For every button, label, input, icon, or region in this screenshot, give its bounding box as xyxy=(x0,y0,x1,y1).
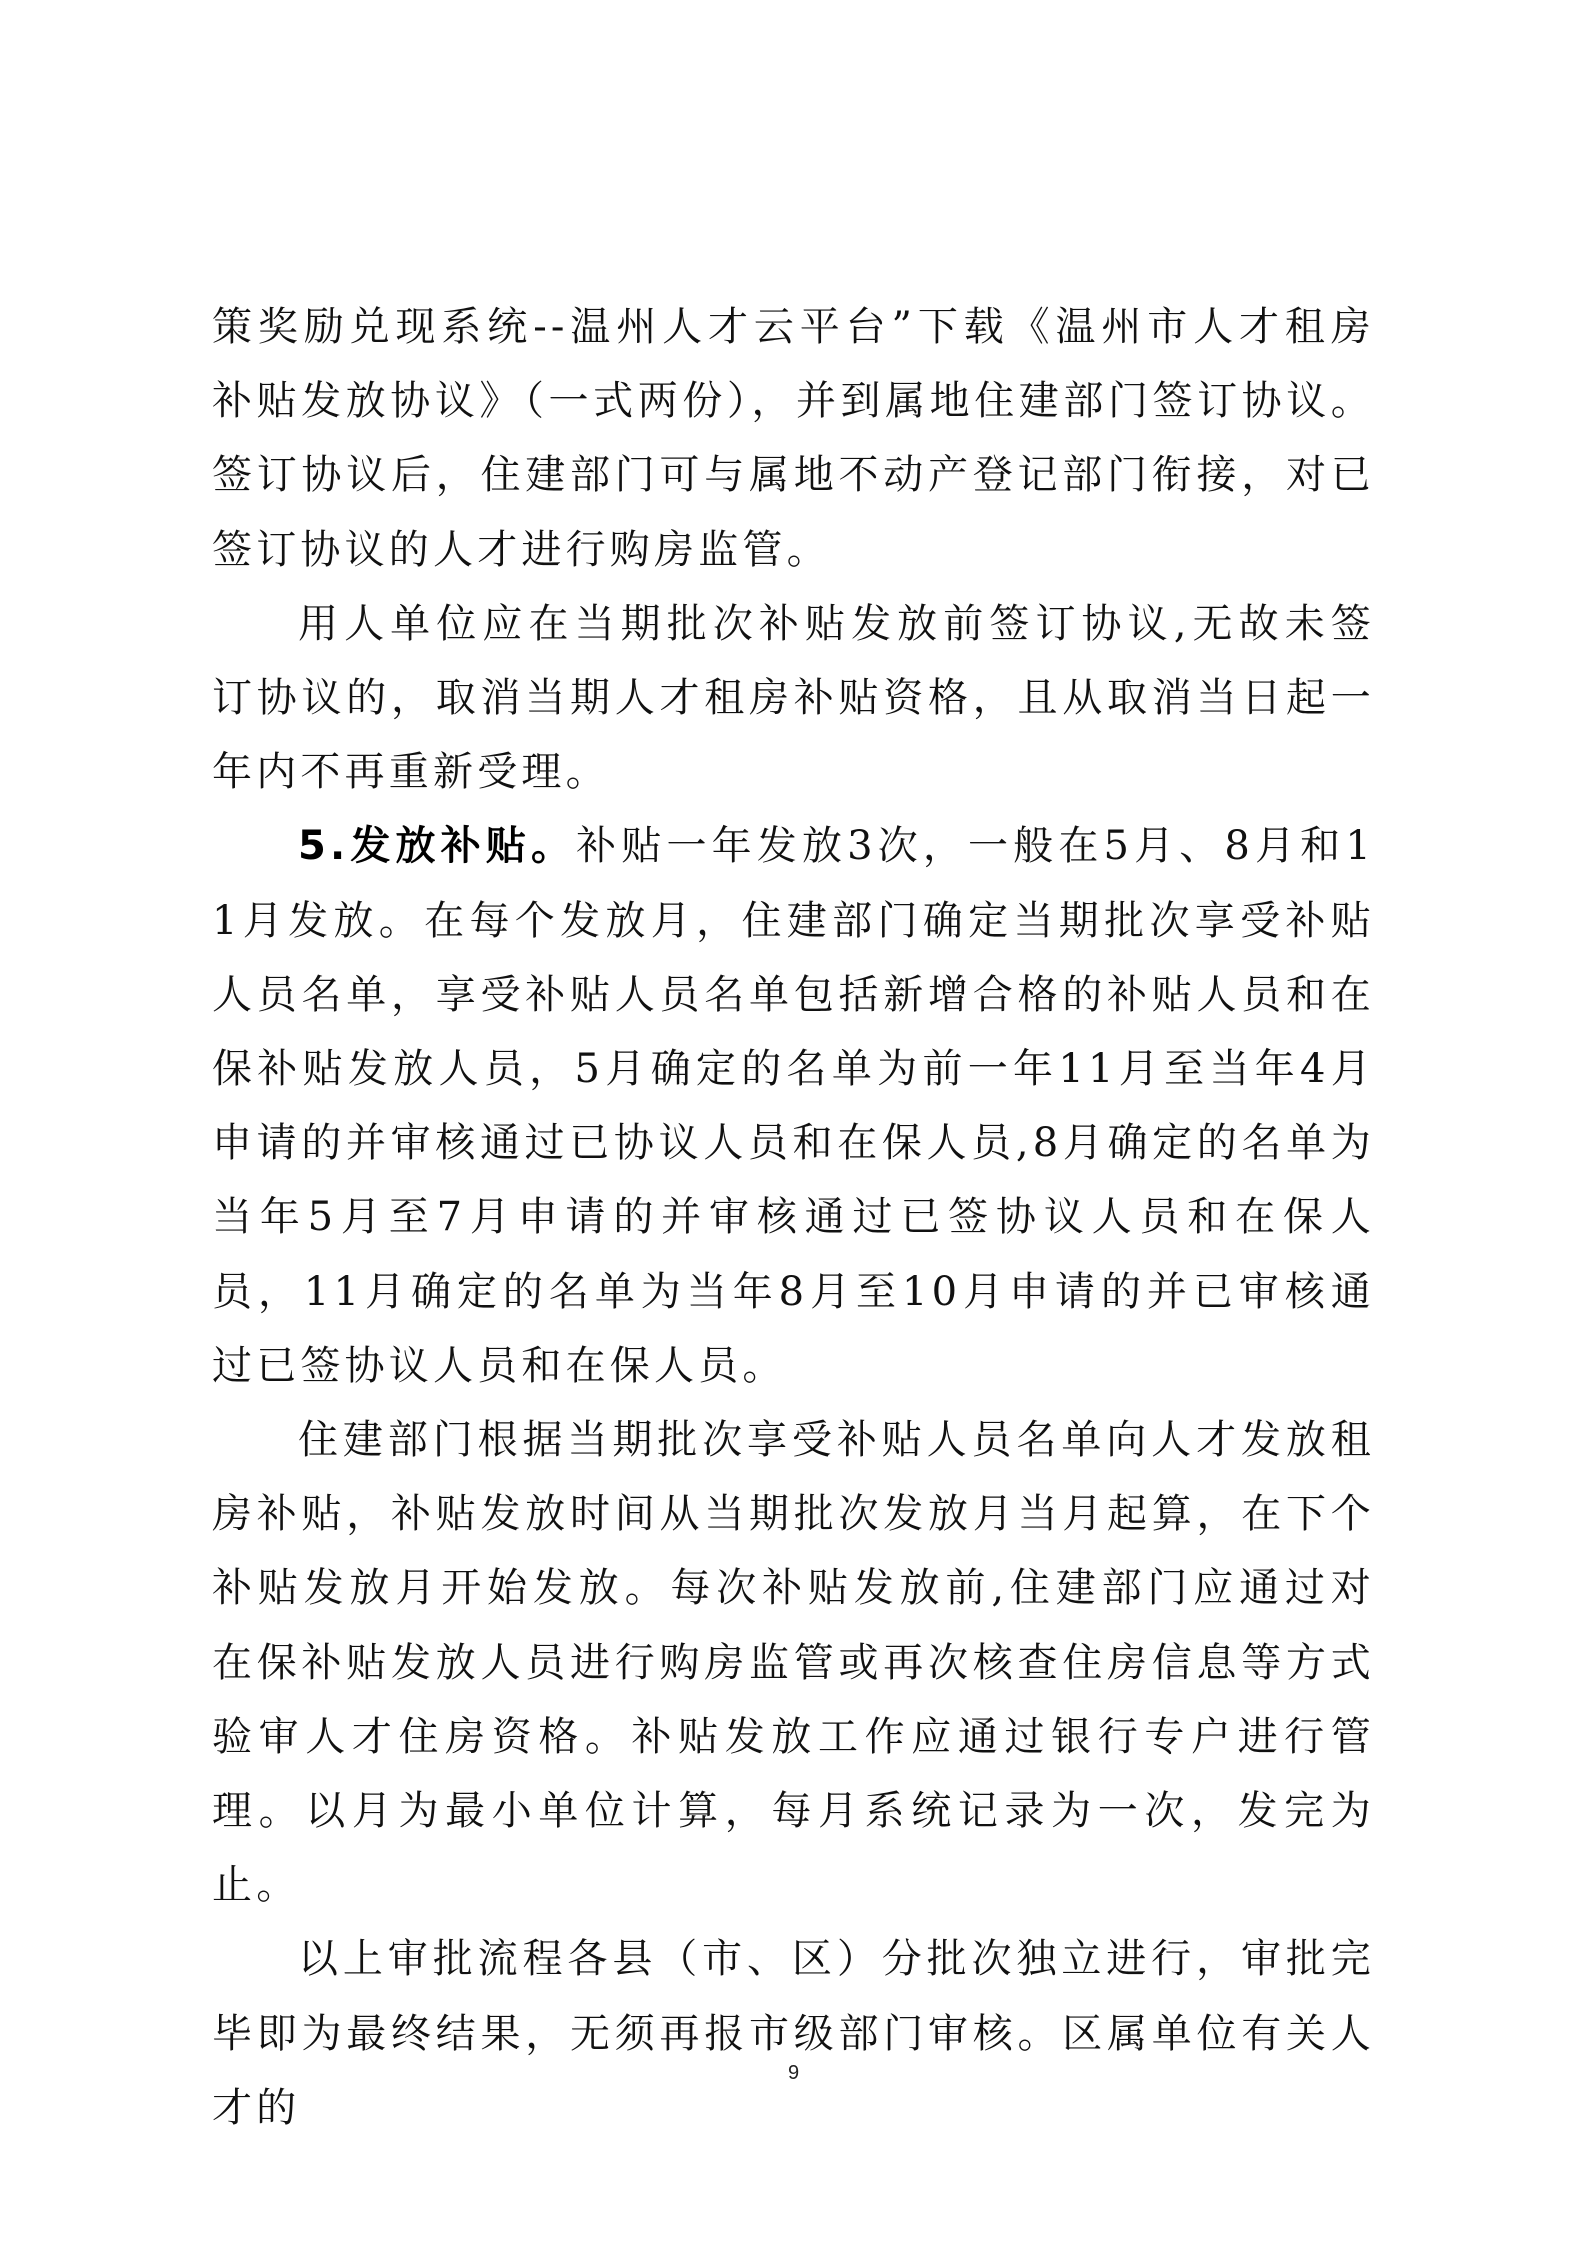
paragraph-approval-process: 以上审批流程各县（市、区）分批次独立进行，审批完毕即为最终结果，无须再报市级部门审核。区属单位有关人才的 xyxy=(212,1936,1375,2131)
paragraph-subsidy-distribution xyxy=(212,809,1375,1403)
body-text xyxy=(212,290,1375,2145)
section-heading-distribute-subsidy: 5.发放补贴。 xyxy=(298,823,577,870)
paragraph-housing-department-payment: 住建部门根据当期批次享受补贴人员名单向人才发放租房补贴，补贴发放时间从当期批次发放月当月起算，在下个补贴发放月开始发放。每次补贴发放前,住建部门应通过对在保补贴发放人员进行购房监管或再次核查住房信息等方式验审人才住房资格。补贴发放工作应通过银行专户进行管理。以月为最小单位计算，每月系统记录为一次，发完为止。 xyxy=(212,1417,1375,1909)
paragraph-continuation: 策奖励兑现系统--温州人才云平台”下载《温州市人才租房补贴发放协议》（一式两份），并到属地住建部门签订协议。签订协议后，住建部门可与属地不动产登记部门衔接，对已签订协议的人才进行购房监管。 xyxy=(212,304,1375,573)
page-number: 9 xyxy=(787,2062,800,2084)
paragraph-subsidy-distribution-text: 补贴一年发放3次，一般在5月、8月和11月发放。在每个发放月，住建部门确定当期批次享受补贴人员名单，享受补贴人员名单包括新增合格的补贴人员和在保补贴发放人员，5月确定的名单为前一年11月至当年4月申请的并审核通过已协议人员和在保人员,8月确定的名单为当年5月至7月申请的并审核通过已签协议人员和在保人员，11月确定的名单为当年8月至10月申请的并已审核通过已签协议人员和在保人员。 xyxy=(212,823,1375,1389)
paragraph-agreement-deadline: 用人单位应在当期批次补贴发放前签订协议,无故未签订协议的，取消当期人才租房补贴资格，且从取消当日起一年内不再重新受理。 xyxy=(212,600,1375,796)
